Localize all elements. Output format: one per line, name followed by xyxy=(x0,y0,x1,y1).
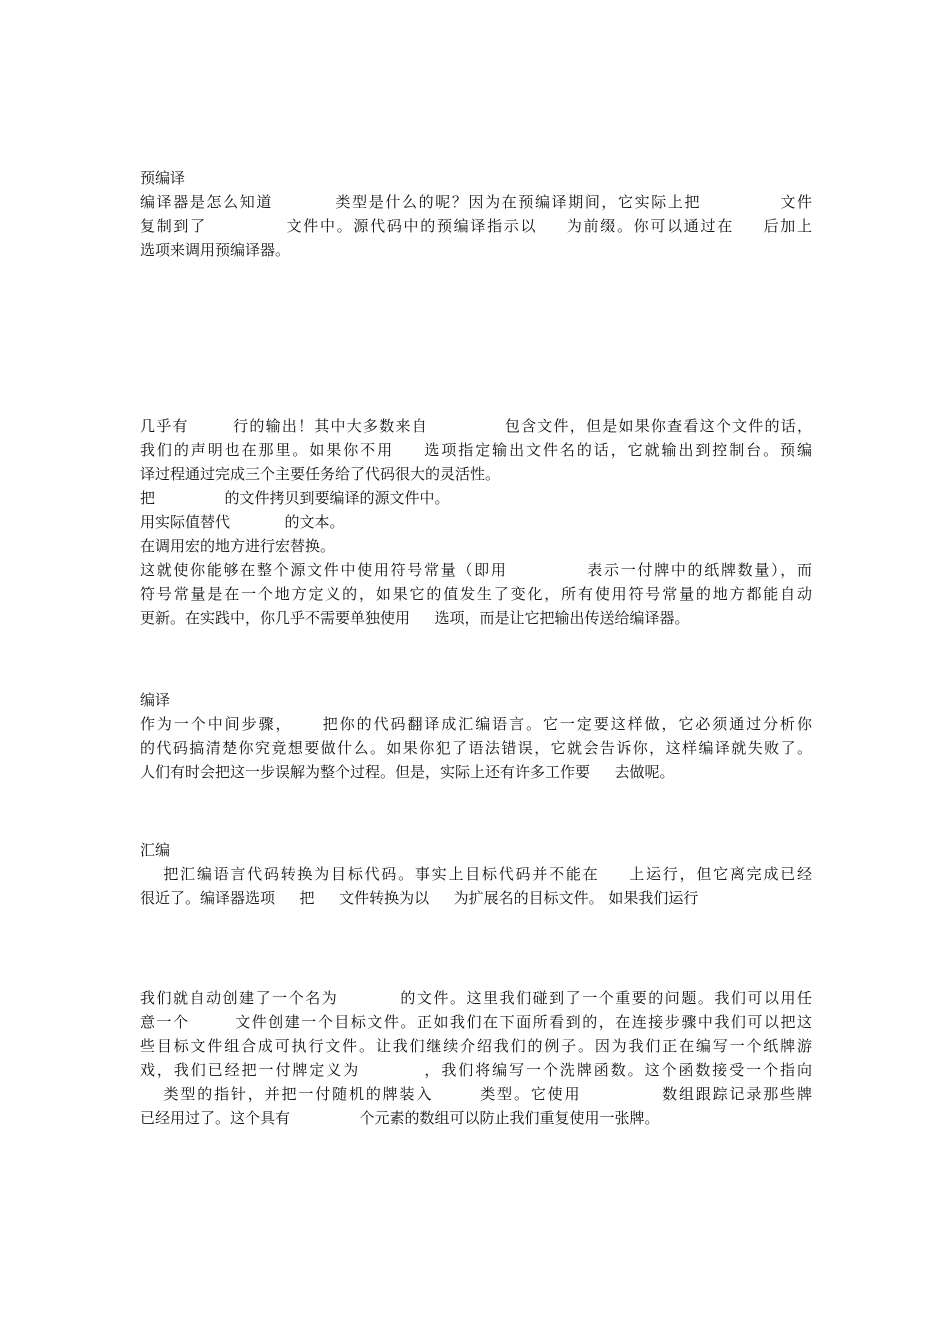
paragraph-line: 很近了。编译器选项 把 文件转换为以 为扩展名的目标文件。 如果我们运行 xyxy=(140,889,699,907)
paragraph-line: 我们就自动创建了一个名为 的文件。这里我们碰到了一个重要的问题。我们可以用任 xyxy=(140,989,812,1007)
heading-preprocess: 预编译 xyxy=(140,169,186,187)
paragraph-line: 已经用过了。这个具有 个元素的数组可以防止我们重复使用一张牌。 xyxy=(140,1109,660,1127)
paragraph-line: 我们的声明也在那里。如果你不用 选项指定输出文件名的话，它就输出到控制台。预编 xyxy=(140,441,812,459)
paragraph-line: 戏，我们已经把一付牌定义为 ，我们将编写一个洗牌函数。这个函数接受一个指向 xyxy=(140,1061,812,1079)
paragraph-line: 把汇编语言代码转换为目标代码。事实上目标代码并不能在 上运行，但它离完成已经 xyxy=(140,865,812,883)
heading-compile: 编译 xyxy=(140,691,171,709)
heading-assemble: 汇编 xyxy=(140,841,171,859)
list-item: 把 的文件拷贝到要编译的源文件中。 xyxy=(140,489,450,507)
paragraph-line: 选项来调用预编译器。 xyxy=(140,241,291,259)
list-item: 在调用宏的地方进行宏替换。 xyxy=(140,537,336,555)
paragraph-line: 作为一个中间步骤， 把你的代码翻译成汇编语言。它一定要这样做，它必须通过分析你 xyxy=(140,715,812,733)
paragraph-line: 些目标文件组合成可执行文件。让我们继续介绍我们的例子。因为我们正在编写一个纸牌游 xyxy=(140,1037,812,1055)
paragraph-line: 几乎有 行的输出！其中大多数来自 包含文件，但是如果你查看这个文件的话， xyxy=(140,417,812,435)
paragraph-line: 复制到了 文件中。源代码中的预编译指示以 为前缀。你可以通过在 后加上 xyxy=(140,217,812,235)
paragraph-line: 译过程通过完成三个主要任务给了代码很大的灵活性。 xyxy=(140,465,501,483)
paragraph-line: 编译器是怎么知道 类型是什么的呢？因为在预编译期间，它实际上把 文件 xyxy=(140,193,812,211)
paragraph-line: 的代码搞清楚你究竟想要做什么。如果你犯了语法错误，它就会告诉你，这样编译就失败了。 xyxy=(140,739,812,757)
paragraph-line: 这就使你能够在整个源文件中使用符号常量（即用 表示一付牌中的纸牌数量），而 xyxy=(140,561,812,579)
paragraph-line: 符号常量是在一个地方定义的，如果它的值发生了变化，所有使用符号常量的地方都能自动 xyxy=(140,585,812,603)
paragraph-line: 人们有时会把这一步误解为整个过程。但是，实际上还有许多工作要 去做呢。 xyxy=(140,763,675,781)
list-item: 用实际值替代 的文本。 xyxy=(140,513,345,531)
paragraph-line: 意一个 文件创建一个目标文件。正如我们在下面所看到的，在连接步骤中我们可以把这 xyxy=(140,1013,812,1031)
paragraph-line: 更新。在实践中，你几乎不需要单独使用 选项，而是让它把输出传送给编译器。 xyxy=(140,609,690,627)
paragraph-line: 类型的指针，并把一付随机的牌装入 类型。它使用 数组跟踪记录那些牌 xyxy=(140,1085,812,1103)
